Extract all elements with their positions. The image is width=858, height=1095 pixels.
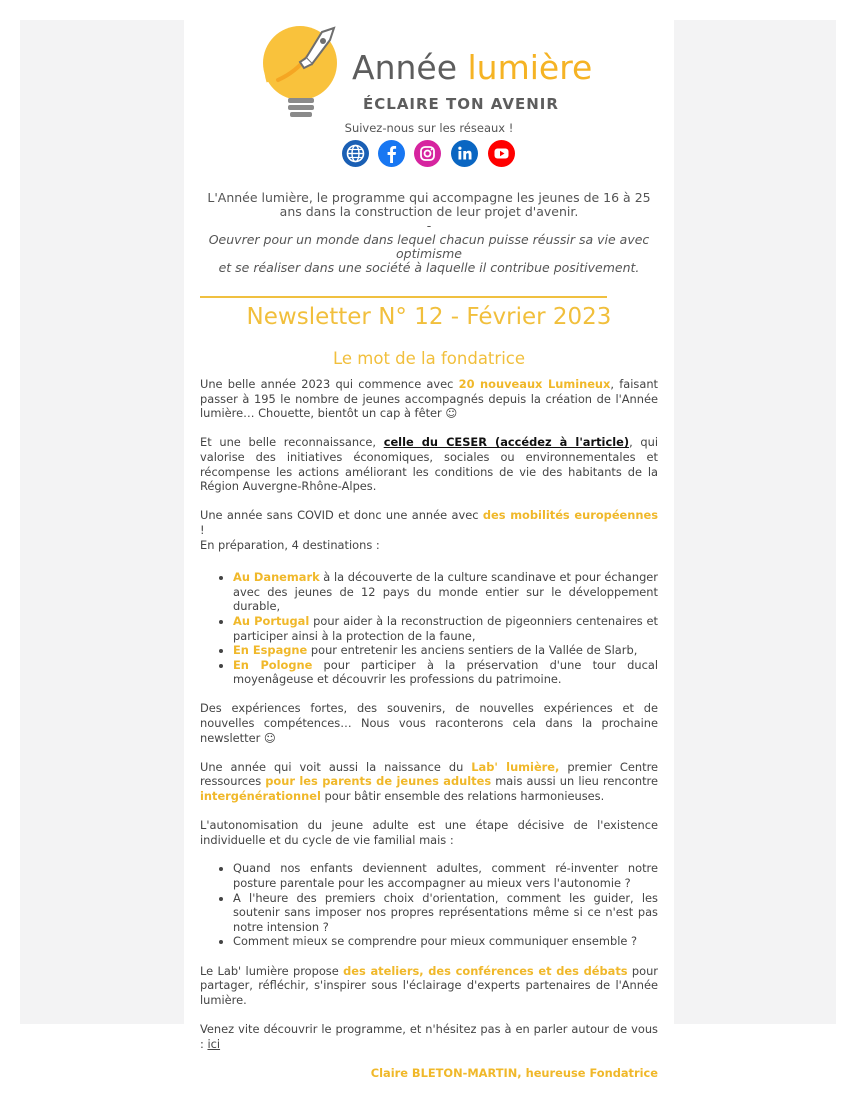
list-item: • Au Danemark à la découverte de la culture scandinave et pour échanger avec des jeunes de 12 pays du monde entier sur le développement durable, bbox=[233, 570, 658, 614]
signature: Claire BLETON-MARTIN, heureuse Fondatrice bbox=[370, 1065, 658, 1080]
lightbulb-rocket-icon bbox=[256, 22, 356, 126]
intro-block bbox=[200, 191, 658, 275]
instagram-icon bbox=[414, 140, 441, 167]
paragraph-program: Venez vite découvrir le programme, et n'hésitez pas à en parler autour de vous : ici bbox=[200, 1021, 658, 1051]
destinations-list bbox=[200, 570, 658, 687]
paragraph-lab-lumiere: Une année qui voit aussi la naissance du Lab' lumière, premier Centre ressources pour les parents de jeunes adultes mais aussi un lieu rencontre intergénérationnel pour bâtir ensemble des relations harmonieuses. bbox=[200, 759, 659, 804]
list-item: • A l'heure des premiers choix d'orientation, comment les guider, les soutenir sans imposer nos propres représentations même si ce n'est pas notre intension ? bbox=[233, 891, 658, 935]
program-link[interactable]: ici bbox=[207, 1036, 221, 1051]
youtube-link[interactable] bbox=[488, 140, 515, 167]
annee-lumiere-logo[interactable] bbox=[256, 22, 616, 126]
list-item: • Quand nos enfants deviennent adultes, comment ré-inventer notre posture parentale pour les accompagner au mieux vers l'autonomie ? bbox=[233, 861, 658, 890]
follow-us-text: Suivez-nous sur les réseaux ! bbox=[344, 121, 514, 135]
newsletter-content bbox=[200, 377, 658, 1095]
ceser-article-link[interactable]: celle du CESER (accédez à l'article) bbox=[383, 435, 630, 450]
brand-name bbox=[352, 48, 592, 87]
paragraph-new-lumineux: Une belle année 2023 qui commence avec 20 nouveaux Lumineux, faisant passer à 195 le nombre de jeunes accompagnés depuis la création de l'Année lumière… Chouette, bientôt un cap à fêter ☺ bbox=[200, 377, 659, 421]
intro-vision-line2: et se réaliser dans une société à laquelle il contribue positivement. bbox=[218, 260, 640, 275]
facebook-link[interactable] bbox=[378, 140, 405, 167]
facebook-icon bbox=[378, 140, 405, 167]
list-item: • En Espagne pour entretenir les anciens sentiers de la Vallée de Slarb, bbox=[233, 643, 658, 658]
highlight-mobilities: des mobilités européennes bbox=[482, 508, 658, 523]
instagram-link[interactable] bbox=[414, 140, 441, 167]
brand-tagline: ÉCLAIRE TON AVENIR bbox=[363, 95, 559, 113]
highlight-new-lumineux: 20 nouveaux Lumineux bbox=[458, 377, 611, 391]
questions-list bbox=[200, 861, 658, 949]
list-item: • Au Portugal pour aider à la reconstruction de pigeonniers centenaires et participer ainsi à la protection de la faune, bbox=[233, 614, 658, 643]
paragraph-workshops: Le Lab' lumière propose des ateliers, des conférences et des débats pour partager, réfléchir, s'inspirer sous l'éclairage d'experts partenaires de l'Année lumière. bbox=[200, 963, 658, 1007]
intro-mission: L'Année lumière, le programme qui accompagne les jeunes de 16 à 25 ans dans la construction de leur projet d'avenir. bbox=[207, 190, 651, 219]
paragraph-experiences: Des expériences fortes, des souvenirs, de nouvelles expériences et de nouvelles compétences… Nous vous raconterons cela dans la prochaine newsletter ☺ bbox=[200, 701, 658, 745]
brand-name-part2: lumière bbox=[467, 48, 593, 87]
intro-vision-line1: Oeuvrer pour un monde dans lequel chacun puisse réussir sa vie avec optimisme bbox=[208, 232, 650, 261]
section-title: Le mot de la fondatrice bbox=[333, 349, 525, 368]
paragraph-autonomy: L'autonomisation du jeune adulte est une étape décisive de l'existence individuelle et du cycle de vie familial mais : bbox=[200, 818, 658, 847]
globe-icon bbox=[342, 140, 369, 167]
linkedin-icon bbox=[451, 140, 478, 167]
website-link[interactable] bbox=[342, 140, 369, 167]
list-item: • En Pologne pour participer à la préservation d'une tour ducal moyenâgeuse et découvrir les professions du patrimoine. bbox=[233, 658, 658, 687]
newsletter-title: Newsletter N° 12 - Février 2023 bbox=[246, 304, 612, 330]
paragraph-ceser: Et une belle reconnaissance, celle du CESER (accédez à l'article), qui valorise des initiatives économiques, sociales ou environnementales et récompense les actions améliorant les conditions de vie des habitants de la Région Auvergne-Rhône-Alpes. bbox=[200, 435, 658, 494]
intro-separator: - bbox=[426, 218, 432, 233]
youtube-icon bbox=[488, 140, 515, 167]
list-item: • Comment mieux se comprendre pour mieux communiquer ensemble ? bbox=[233, 934, 658, 949]
divider-line bbox=[200, 296, 607, 298]
paragraph-mobilities: Une année sans COVID et donc une année avec des mobilités européennes ! En préparation, 4 destinations : bbox=[200, 508, 658, 552]
brand-name-part1: Année bbox=[352, 48, 458, 87]
linkedin-link[interactable] bbox=[451, 140, 478, 167]
social-icons-row bbox=[340, 140, 520, 168]
